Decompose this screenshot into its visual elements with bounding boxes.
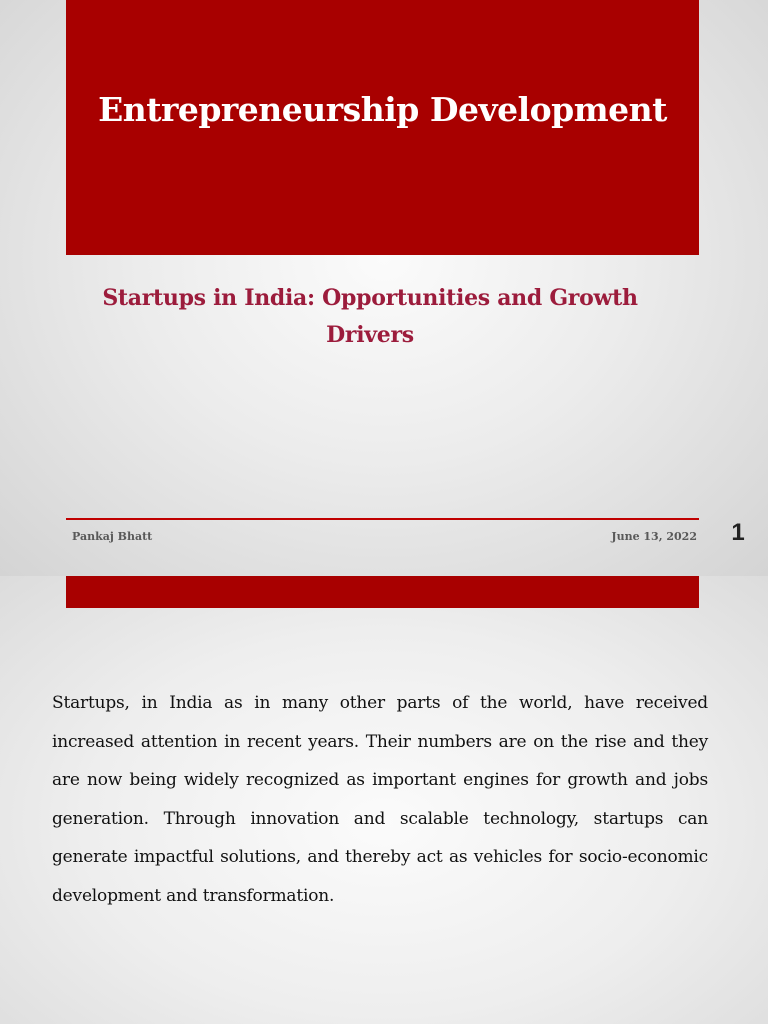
footer-divider xyxy=(66,518,699,520)
content-slide xyxy=(0,576,768,1024)
slide-date: June 13, 2022 xyxy=(611,530,697,543)
slide-title: Entrepreneurship Development xyxy=(98,90,667,129)
slide-number: 1 xyxy=(731,519,745,546)
body-paragraph: Startups, in India as in many other parts of the world, have received increased attention in recent years. Their numbers are on the rise and they are now being widely recognized as important engines for growth and jobs generation. Through innovation and scalable technology, startups can generate impactful solutions, and thereby act as vehicles for socio-economic development and transformation. xyxy=(52,693,708,906)
slide-subtitle: Startups in India: Opportunities and Growth Drivers xyxy=(102,285,638,348)
author-name: Pankaj Bhatt xyxy=(72,530,153,543)
header-bar xyxy=(66,576,699,608)
title-banner xyxy=(66,0,699,255)
